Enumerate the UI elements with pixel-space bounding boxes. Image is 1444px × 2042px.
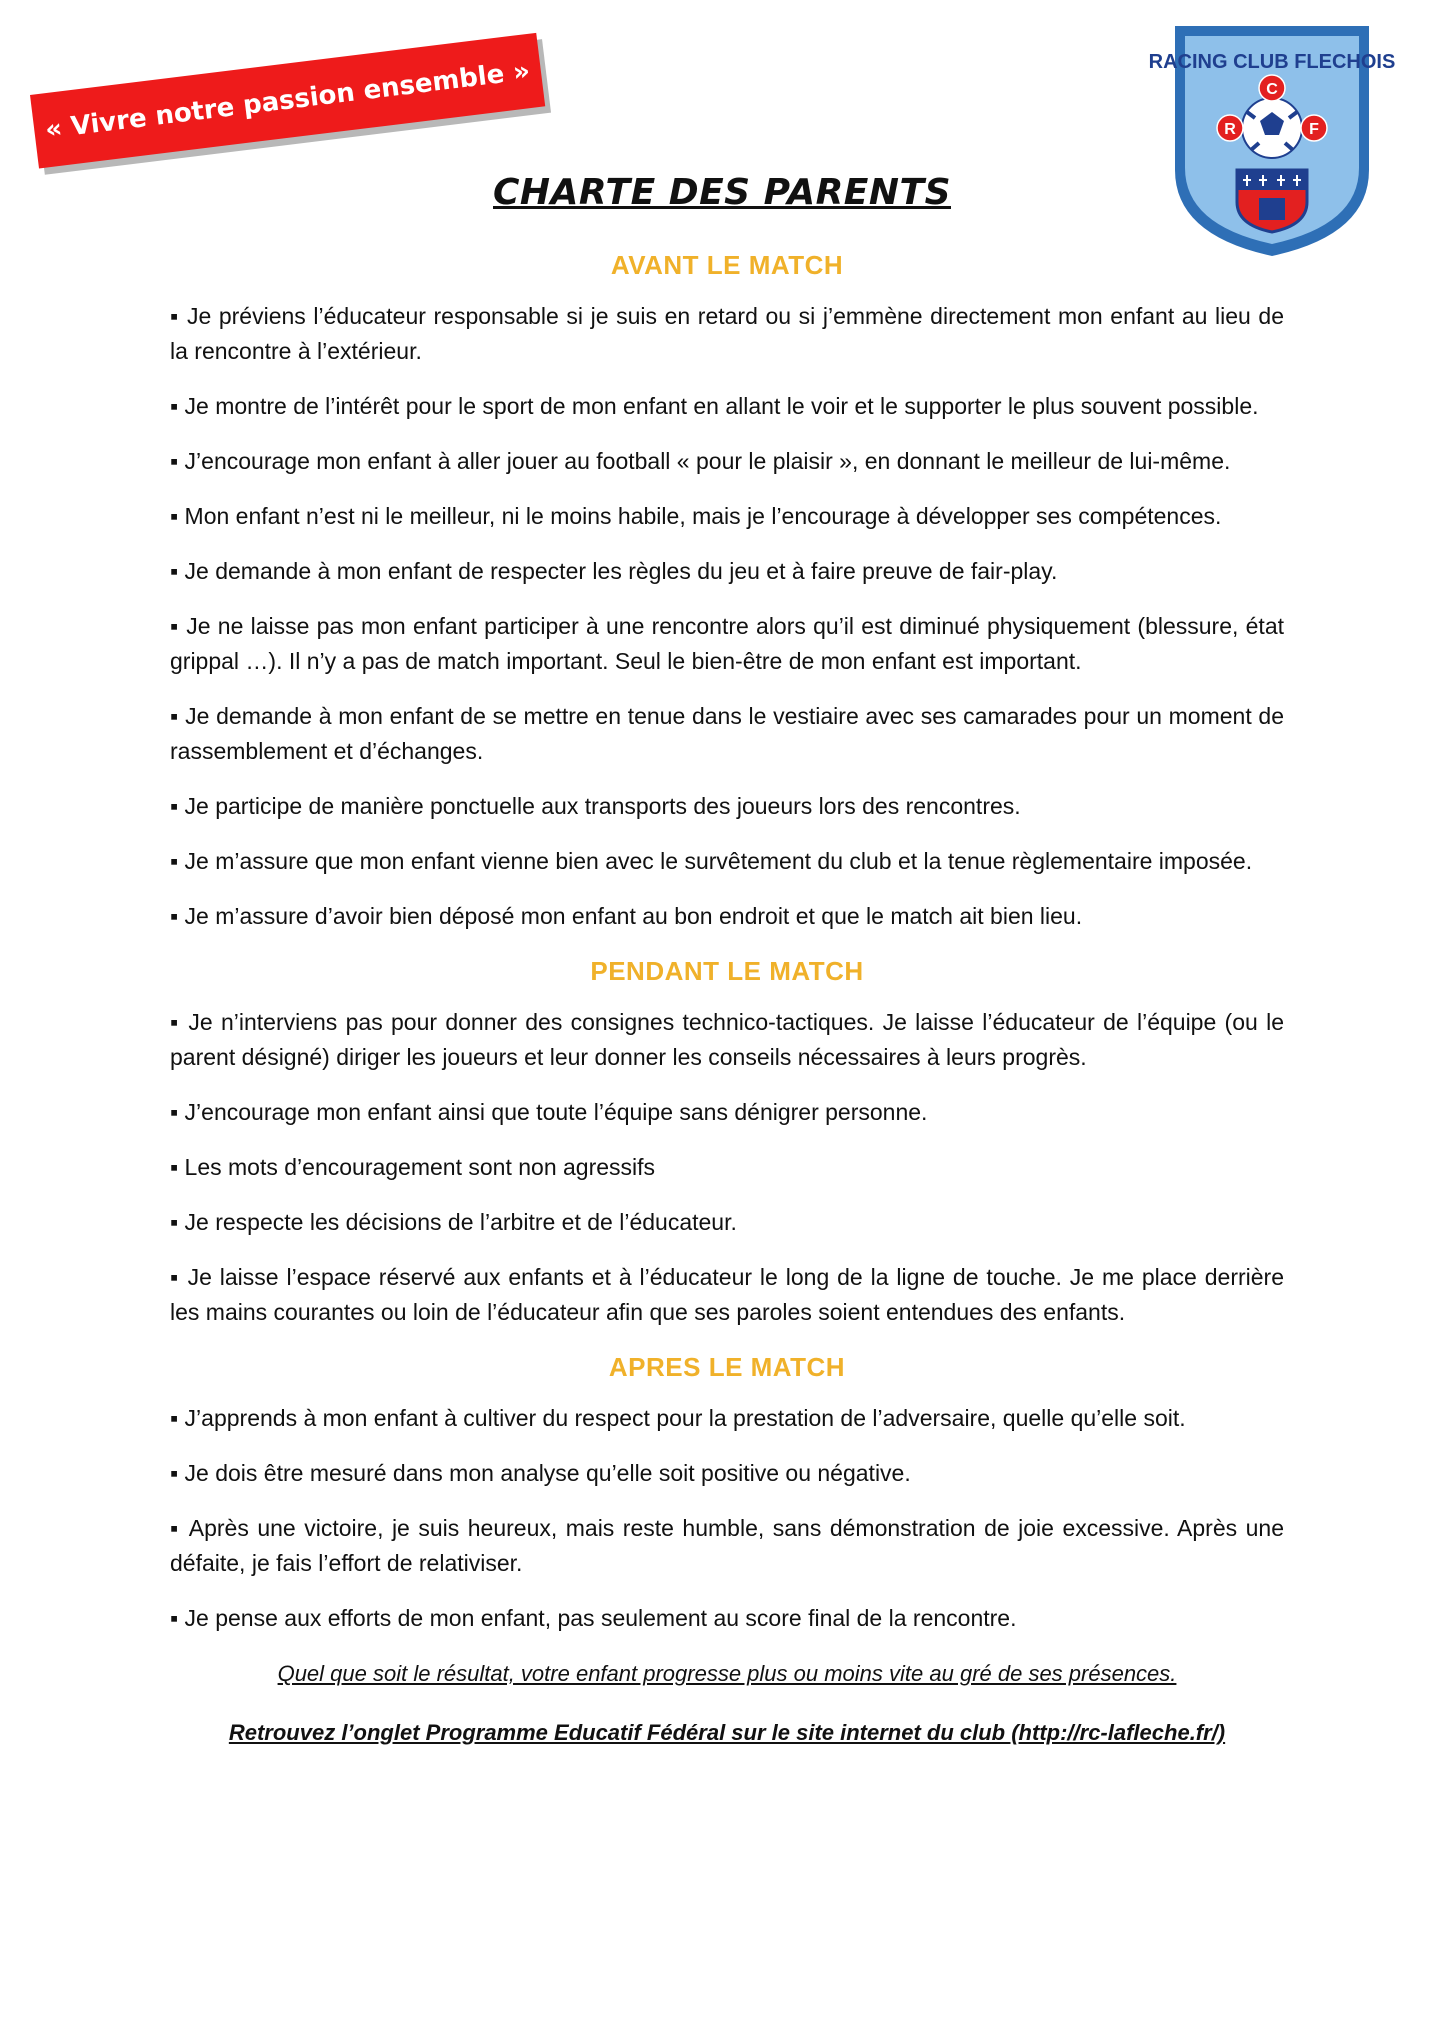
footer-website-link[interactable]: Retrouvez l’onglet Programme Educatif Fédéral sur le site internet du club (http://rc-lafleche.fr/): [228, 1720, 1226, 1745]
list-item: ▪ Je n’interviens pas pour donner des consignes technico-tactiques. Je laisse l’éducateur de l’équipe (ou le parent désigné) diriger les joueurs et leur donner les conseils nécessaires à leurs progrès.: [170, 1005, 1284, 1075]
list-item: ▪ J’encourage mon enfant ainsi que toute l’équipe sans dénigrer personne.: [170, 1095, 1284, 1130]
list-item: ▪ Je dois être mesuré dans mon analyse qu’elle soit positive ou négative.: [170, 1456, 1284, 1491]
list-item: ▪ Je laisse l’espace réservé aux enfants et à l’éducateur le long de la ligne de touche. Je me place derrière les mains courantes ou loin de l’éducateur afin que ses paroles soient entendues des enfants.: [170, 1260, 1284, 1330]
slogan-banner: [30, 33, 545, 169]
list-item: ▪ Je montre de l’intérêt pour le sport de mon enfant en allant le voir et le supporter le plus souvent possible.: [170, 389, 1284, 424]
slogan-text: « Vivre notre passion ensemble »: [43, 56, 532, 146]
list-item: ▪ J’encourage mon enfant à aller jouer au football « pour le plaisir », en donnant le meilleur de lui-même.: [170, 444, 1284, 479]
crest-letter-c: C: [1266, 81, 1278, 98]
section-heading: APRES LE MATCH: [608, 1352, 846, 1382]
list-item: ▪ Je ne laisse pas mon enfant participer à une rencontre alors qu’il est diminué physiquement (blessure, état grippal …). Il n’y a pas de match important. Seul le bien-être de mon enfant est important.: [170, 609, 1284, 679]
section-after-match: [170, 1350, 1284, 1636]
list-item: ▪ Je demande à mon enfant de respecter les règles du jeu et à faire preuve de fair-play.: [170, 554, 1284, 589]
list-item: ▪ Je m’assure d’avoir bien déposé mon enfant au bon endroit et que le match ait bien lieu.: [170, 899, 1284, 934]
list-item: ▪ Je participe de manière ponctuelle aux transports des joueurs lors des rencontres.: [170, 789, 1284, 824]
crest-club-name: RACING CLUB FLECHOIS: [1148, 51, 1396, 73]
list-item: ▪ Je préviens l’éducateur responsable si je suis en retard ou si j’emmène directement mon enfant au lieu de la rencontre à l’extérieur.: [170, 299, 1284, 369]
list-item: ▪ J’apprends à mon enfant à cultiver du respect pour la prestation de l’adversaire, quelle qu’elle soit.: [170, 1401, 1284, 1436]
list-item: ▪ Mon enfant n’est ni le meilleur, ni le moins habile, mais je l’encourage à développer ses compétences.: [170, 499, 1284, 534]
page-title: CHARTE DES PARENTS: [493, 172, 951, 213]
list-item: ▪ Je pense aux efforts de mon enfant, pas seulement au score final de la rencontre.: [170, 1601, 1284, 1636]
section-during-match: [170, 954, 1284, 1330]
list-item: ▪ Je respecte les décisions de l’arbitre et de l’éducateur.: [170, 1205, 1284, 1240]
crest-letter-f: F: [1309, 121, 1319, 138]
list-item: ▪ Les mots d’encouragement sont non agressifs: [170, 1150, 1284, 1185]
list-item: ▪ Je m’assure que mon enfant vienne bien avec le survêtement du club et la tenue règlementaire imposée.: [170, 844, 1284, 879]
club-crest-logo: [1148, 20, 1396, 260]
section-heading: PENDANT LE MATCH: [590, 956, 864, 986]
section-before-match: [170, 248, 1284, 934]
charter-content: [170, 248, 1284, 1750]
list-item: ▪ Après une victoire, je suis heureux, mais reste humble, sans démonstration de joie excessive. Après une défaite, je fais l’effort de relativiser.: [170, 1511, 1284, 1581]
list-item: ▪ Je demande à mon enfant de se mettre en tenue dans le vestiaire avec ses camarades pour un moment de rassemblement et d’échanges.: [170, 699, 1284, 769]
footer-note: Quel que soit le résultat, votre enfant progresse plus ou moins vite au gré de ses présences.: [277, 1661, 1177, 1686]
crest-letter-r: R: [1224, 121, 1236, 138]
section-heading: AVANT LE MATCH: [610, 250, 844, 280]
